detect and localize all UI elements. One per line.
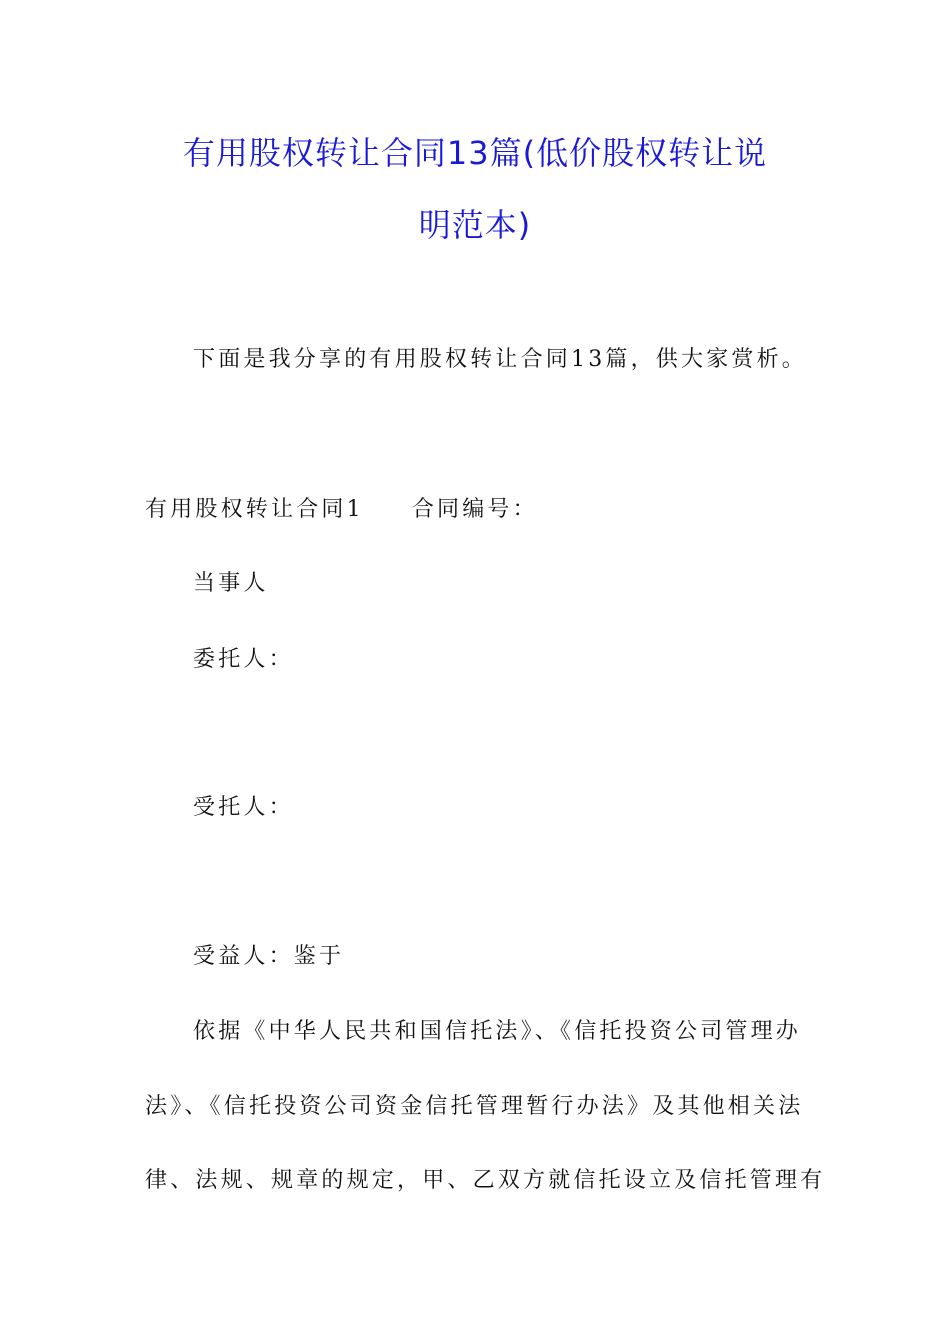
intro-paragraph: 下面是我分享的有用股权转让合同13篇，供大家赏析。 <box>193 347 807 372</box>
body-line-1: 依据《中华人民共和国信托法》、《信托投资公司管理办 <box>193 1019 802 1044</box>
trustor-label: 委托人： <box>193 647 294 672</box>
party-label: 当事人 <box>193 571 269 596</box>
document-title-line1: 有用股权转让合同13篇(低价股权转让说 <box>182 134 768 172</box>
contract-number-label: 合同编号： <box>411 497 538 522</box>
contract-heading-line <box>145 494 538 526</box>
body-line-3: 律、法规、规章的规定，甲、乙双方就信托设立及信托管理有 <box>145 1168 826 1193</box>
beneficiary-label: 受益人：鉴于 <box>193 944 345 969</box>
body-line-2: 法》、《信托投资公司资金信托管理暂行办法》及其他相关法 <box>145 1094 804 1119</box>
trustee-label: 受托人： <box>193 795 294 820</box>
contract-heading: 有用股权转让合同1 <box>145 497 364 522</box>
document-title-line2: 明范本) <box>418 206 532 244</box>
